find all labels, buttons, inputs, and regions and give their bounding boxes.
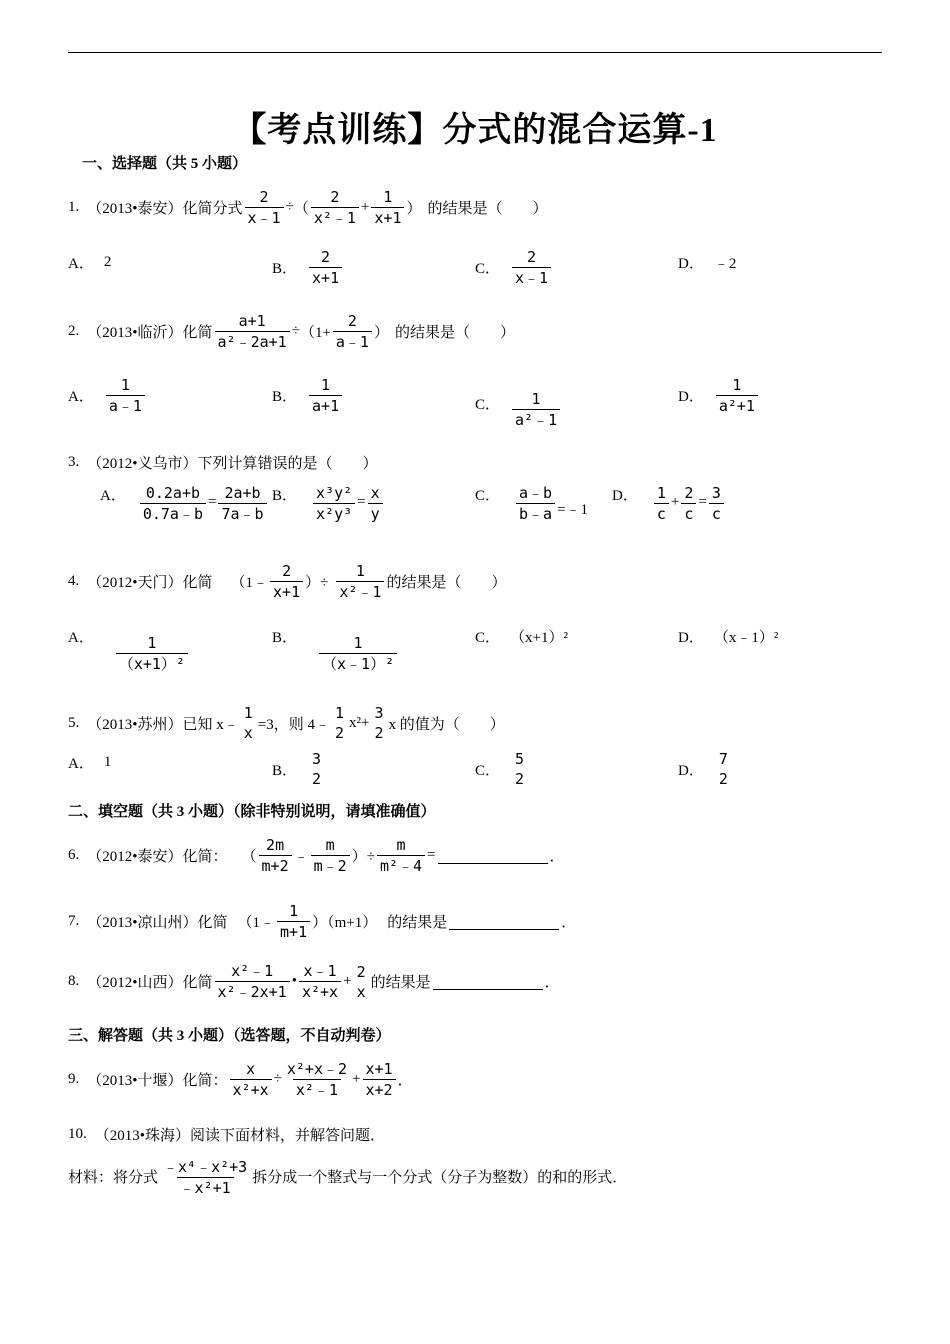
option-c[interactable] xyxy=(475,626,568,647)
option-label: B． xyxy=(272,261,298,277)
numerator: 1 xyxy=(147,634,157,652)
numerator: a+1 xyxy=(238,312,266,330)
numerator: 1 xyxy=(321,376,331,394)
fraction xyxy=(309,750,324,788)
question-number: 8. xyxy=(68,973,80,989)
fraction xyxy=(372,704,387,742)
denominator: （x+1）² xyxy=(116,653,188,673)
option-a[interactable] xyxy=(68,376,147,415)
numerator: 1 xyxy=(335,704,345,722)
operator: ÷ xyxy=(291,323,300,339)
numerator: 1 xyxy=(656,484,666,502)
option-label: D． xyxy=(678,630,704,646)
fraction xyxy=(716,750,731,788)
denominator: m+2 xyxy=(259,855,292,875)
fraction xyxy=(241,704,256,742)
fraction xyxy=(681,484,696,523)
denominator: x+2 xyxy=(363,1079,396,1099)
denominator: x²y³ xyxy=(313,503,355,523)
numerator: 0.2a+b xyxy=(145,484,201,502)
paren: ） xyxy=(373,325,389,341)
numerator: 2 xyxy=(259,188,269,206)
paren: （ xyxy=(293,201,309,217)
numerator: 1 xyxy=(732,376,742,394)
denominator: a²﹣1 xyxy=(512,409,560,429)
option-label: C． xyxy=(475,261,501,277)
option-c[interactable] xyxy=(475,248,553,287)
question-tail: 的结果是（ ） xyxy=(394,325,515,341)
denominator: 2 xyxy=(718,770,728,788)
operator: ﹣ xyxy=(293,849,309,865)
option-value: 2 xyxy=(103,254,112,270)
denominator: x²﹣2x+1 xyxy=(215,981,290,1001)
question-number: 4. xyxy=(68,573,80,589)
fraction xyxy=(311,836,350,875)
numerator: 1 xyxy=(355,562,365,580)
option-c[interactable] xyxy=(475,750,529,788)
numerator: 3 xyxy=(374,704,384,722)
option-label: A． xyxy=(68,256,94,272)
denominator: x²﹣1 xyxy=(293,1079,341,1099)
option-d[interactable] xyxy=(678,626,778,647)
numerator: 2 xyxy=(347,312,357,330)
period: ． xyxy=(397,1073,413,1089)
denominator: a+1 xyxy=(309,395,342,415)
option-label: D． xyxy=(678,256,704,272)
material-label: 材料：将分式 xyxy=(68,1170,159,1186)
paren: （1﹣ xyxy=(230,575,269,591)
numerator: ﹣x⁴﹣x²+3 xyxy=(163,1158,248,1176)
fraction xyxy=(160,1158,250,1197)
numerator: x²﹣1 xyxy=(231,962,274,980)
question-source: （2013•临沂）化简 xyxy=(87,325,213,341)
option-c[interactable] xyxy=(475,378,562,429)
numerator: 1 xyxy=(120,376,130,394)
option-label: C． xyxy=(475,630,501,646)
option-label: A． xyxy=(100,488,126,504)
operator: + xyxy=(352,1071,361,1087)
denominator: x﹣1 xyxy=(245,207,284,227)
section-heading-choice: 一、选择题（共 5 小题） xyxy=(82,156,248,172)
question-number: 6. xyxy=(68,847,80,863)
question-8 xyxy=(68,962,560,1001)
denominator: c xyxy=(709,503,724,523)
fraction xyxy=(259,836,292,875)
option-b[interactable] xyxy=(272,248,344,287)
option-value: 1 xyxy=(103,754,112,770)
fraction xyxy=(333,312,372,351)
text: =3，则 4﹣ xyxy=(257,716,331,733)
operator: ÷ xyxy=(273,1071,282,1087)
denominator: c xyxy=(654,503,669,523)
paren: （1﹣ xyxy=(237,915,276,931)
operator: + xyxy=(360,199,370,215)
numerator: 2 xyxy=(330,188,340,206)
question-2 xyxy=(68,312,515,351)
section-heading-answer: 三、解答题（共 3 小题）（选答题，不自动判卷） xyxy=(68,1028,391,1044)
numerator: 2 xyxy=(321,248,331,266)
fraction xyxy=(270,562,303,601)
material-tail: 拆分成一个整式与一个分式（分子为整数）的和的形式． xyxy=(252,1170,628,1186)
question-3 xyxy=(68,452,378,473)
paren: ）（m+1） xyxy=(312,915,378,931)
period: ． xyxy=(561,915,577,931)
denominator: a﹣1 xyxy=(333,331,372,351)
question-6 xyxy=(68,836,565,875)
page-title: 【考点训练】分式的混合运算-1 xyxy=(232,112,718,149)
denominator: a²+1 xyxy=(716,395,758,415)
fraction xyxy=(313,484,355,523)
denominator: b﹣a xyxy=(516,503,555,523)
operator: = xyxy=(698,494,707,510)
fraction xyxy=(140,484,206,523)
fraction xyxy=(709,484,724,523)
fraction xyxy=(284,1060,350,1099)
option-label: A． xyxy=(68,630,94,646)
question-number: 5. xyxy=(68,714,80,731)
option-label: A． xyxy=(68,389,94,405)
fraction xyxy=(309,376,342,415)
top-rule xyxy=(68,52,882,53)
paren: ）÷ xyxy=(351,849,375,865)
denominator: 2 xyxy=(374,724,384,742)
denominator: a²﹣2a+1 xyxy=(215,331,290,351)
operator: + xyxy=(670,494,680,510)
fraction xyxy=(512,248,551,287)
denominator: 2 xyxy=(312,770,322,788)
fraction xyxy=(368,484,383,523)
period: ． xyxy=(549,849,565,865)
question-4 xyxy=(68,562,506,601)
option-d[interactable] xyxy=(612,484,726,523)
numerator: x xyxy=(370,484,380,502)
question-tail: 的结果是（ ） xyxy=(386,575,507,591)
denominator: m²﹣4 xyxy=(377,855,425,875)
numerator: a﹣b xyxy=(519,484,553,502)
denominator: x²﹣1 xyxy=(311,207,359,227)
question-number: 9. xyxy=(68,1071,80,1087)
option-label: C． xyxy=(475,488,501,504)
denominator: ﹣x²+1 xyxy=(177,1177,234,1197)
denominator: m+1 xyxy=(277,921,310,941)
numerator: 3 xyxy=(711,484,721,502)
answer-blank[interactable] xyxy=(433,973,543,990)
denominator: 7a﹣b xyxy=(218,503,266,523)
fraction xyxy=(245,188,284,227)
option-a[interactable] xyxy=(100,484,269,523)
material-text xyxy=(68,1158,627,1197)
question-source: （2013•苏州）已知 x﹣ xyxy=(87,716,239,733)
denominator: （x﹣1）² xyxy=(319,653,397,673)
question-5 xyxy=(68,704,505,742)
denominator: x+1 xyxy=(270,581,303,601)
option-d[interactable] xyxy=(678,376,760,415)
denominator: 2 xyxy=(515,770,525,788)
paren: （ xyxy=(241,849,257,865)
question-source: （2013•珠海）阅读下面材料，并解答问题． xyxy=(94,1128,386,1144)
numerator: x²+x﹣2 xyxy=(286,1060,348,1078)
question-source: （2012•天门）化简 xyxy=(87,575,213,591)
fraction xyxy=(215,962,290,1001)
option-label: A． xyxy=(68,756,94,772)
denominator: x+1 xyxy=(309,267,342,287)
fraction xyxy=(311,188,359,227)
denominator: y xyxy=(368,503,383,523)
option-label: D． xyxy=(612,488,638,504)
answer-blank[interactable] xyxy=(438,847,548,864)
option-b[interactable] xyxy=(272,376,344,415)
question-tail: 的结果是 xyxy=(370,975,431,991)
fraction xyxy=(106,376,145,415)
denominator: x﹣1 xyxy=(512,267,551,287)
numerator: x+1 xyxy=(365,1060,393,1078)
fraction xyxy=(116,634,188,673)
question-source: （2012•泰安）化简： xyxy=(87,849,228,865)
question-10 xyxy=(68,1124,385,1145)
fraction xyxy=(371,188,404,227)
numerator: 1 xyxy=(243,704,253,722)
answer-blank[interactable] xyxy=(449,913,559,930)
option-label: B． xyxy=(272,389,298,405)
denominator: 0.7a﹣b xyxy=(140,503,206,523)
operator: = xyxy=(357,494,366,510)
fraction xyxy=(336,562,384,601)
fraction xyxy=(716,376,758,415)
paren: ）÷ xyxy=(305,575,329,591)
denominator: x²﹣1 xyxy=(336,581,384,601)
option-a[interactable] xyxy=(68,252,111,273)
option-d[interactable] xyxy=(678,252,736,273)
question-number: 1. xyxy=(68,199,80,215)
option-label: D． xyxy=(678,762,704,779)
question-number: 10. xyxy=(68,1126,87,1142)
denominator: x²+x xyxy=(230,1079,272,1099)
operator: = xyxy=(208,494,217,510)
operator: ÷ xyxy=(285,199,294,215)
numerator: 2a+b xyxy=(224,484,261,502)
operator: • xyxy=(291,973,297,989)
question-number: 7. xyxy=(68,913,80,929)
numerator: x³y² xyxy=(316,484,353,502)
option-label: B． xyxy=(272,762,298,779)
fraction xyxy=(309,248,342,287)
fraction xyxy=(512,750,527,788)
fraction xyxy=(299,962,341,1001)
question-source: （2013•凉山州）化简 xyxy=(87,915,228,931)
option-value: （x+1）² xyxy=(510,630,568,646)
option-label: B． xyxy=(272,488,298,504)
numerator: 2 xyxy=(282,562,292,580)
numerator: 2m xyxy=(266,836,285,854)
fraction xyxy=(363,1060,396,1099)
numerator: x xyxy=(246,1060,256,1078)
numerator: 1 xyxy=(289,902,299,920)
option-label: D． xyxy=(678,389,704,405)
section-heading-fill: 二、填空题（共 3 小题）（除非特别说明，请填准确值） xyxy=(68,804,436,820)
denominator: x²+x xyxy=(299,981,341,1001)
period: ． xyxy=(544,975,560,991)
numerator: 7 xyxy=(718,750,728,768)
option-a[interactable] xyxy=(68,752,111,773)
numerator: m xyxy=(325,836,335,854)
fraction xyxy=(377,836,425,875)
paren: （1+ xyxy=(299,325,331,341)
question-tail: 的结果是（ ） xyxy=(427,201,548,217)
denominator: a﹣1 xyxy=(106,395,145,415)
question-number: 3. xyxy=(68,454,80,470)
question-9 xyxy=(68,1060,413,1099)
fraction xyxy=(277,902,310,941)
numerator: 2 xyxy=(356,962,366,981)
fraction xyxy=(654,484,669,523)
numerator: x﹣1 xyxy=(303,962,337,980)
fraction xyxy=(230,1060,272,1099)
option-b[interactable] xyxy=(272,750,326,788)
paren: ） xyxy=(406,201,422,217)
question-number: 2. xyxy=(68,323,80,339)
option-label: C． xyxy=(475,397,501,413)
question-source: （2013•十堰）化简： xyxy=(87,1073,228,1089)
numerator: m xyxy=(396,836,406,854)
option-label: C． xyxy=(475,762,501,779)
denominator: c xyxy=(681,503,696,523)
denominator: x+1 xyxy=(371,207,404,227)
numerator: 2 xyxy=(684,484,694,502)
option-value: （x﹣1）² xyxy=(713,630,779,646)
question-tail: x 的值为（ ） xyxy=(388,716,505,733)
numerator: 1 xyxy=(531,390,541,408)
question-source: （2012•山西）化简 xyxy=(87,975,213,991)
denominator: x xyxy=(243,724,253,742)
question-7 xyxy=(68,902,576,941)
question-tail: 的结果是 xyxy=(387,915,448,931)
fraction xyxy=(354,963,369,1001)
option-b[interactable] xyxy=(272,484,385,523)
fraction xyxy=(319,634,397,673)
numerator: 2 xyxy=(527,248,537,266)
operator: + xyxy=(343,973,352,989)
text: x²+ xyxy=(349,714,370,731)
fraction xyxy=(215,312,290,351)
question-source: （2013•泰安）化简分式 xyxy=(87,201,243,217)
fraction xyxy=(516,484,555,523)
option-value: ﹣2 xyxy=(713,256,737,272)
option-b[interactable] xyxy=(272,626,399,673)
numerator: 5 xyxy=(515,750,525,768)
question-1 xyxy=(68,188,548,227)
fraction xyxy=(332,704,347,742)
result: =﹣1 xyxy=(557,502,589,518)
numerator: 3 xyxy=(312,750,322,768)
option-a[interactable] xyxy=(68,626,190,673)
numerator: 1 xyxy=(383,188,393,206)
denominator: x xyxy=(356,982,366,1001)
operator: = xyxy=(427,847,436,863)
denominator: 2 xyxy=(335,724,345,742)
option-label: B． xyxy=(272,630,298,646)
fraction xyxy=(512,390,560,429)
fraction xyxy=(218,484,266,523)
option-c[interactable] xyxy=(475,484,588,523)
question-source: （2012•义乌市）下列计算错误的是（ ） xyxy=(87,456,378,472)
numerator: 1 xyxy=(353,634,363,652)
option-d[interactable] xyxy=(678,750,733,788)
denominator: m﹣2 xyxy=(311,855,350,875)
